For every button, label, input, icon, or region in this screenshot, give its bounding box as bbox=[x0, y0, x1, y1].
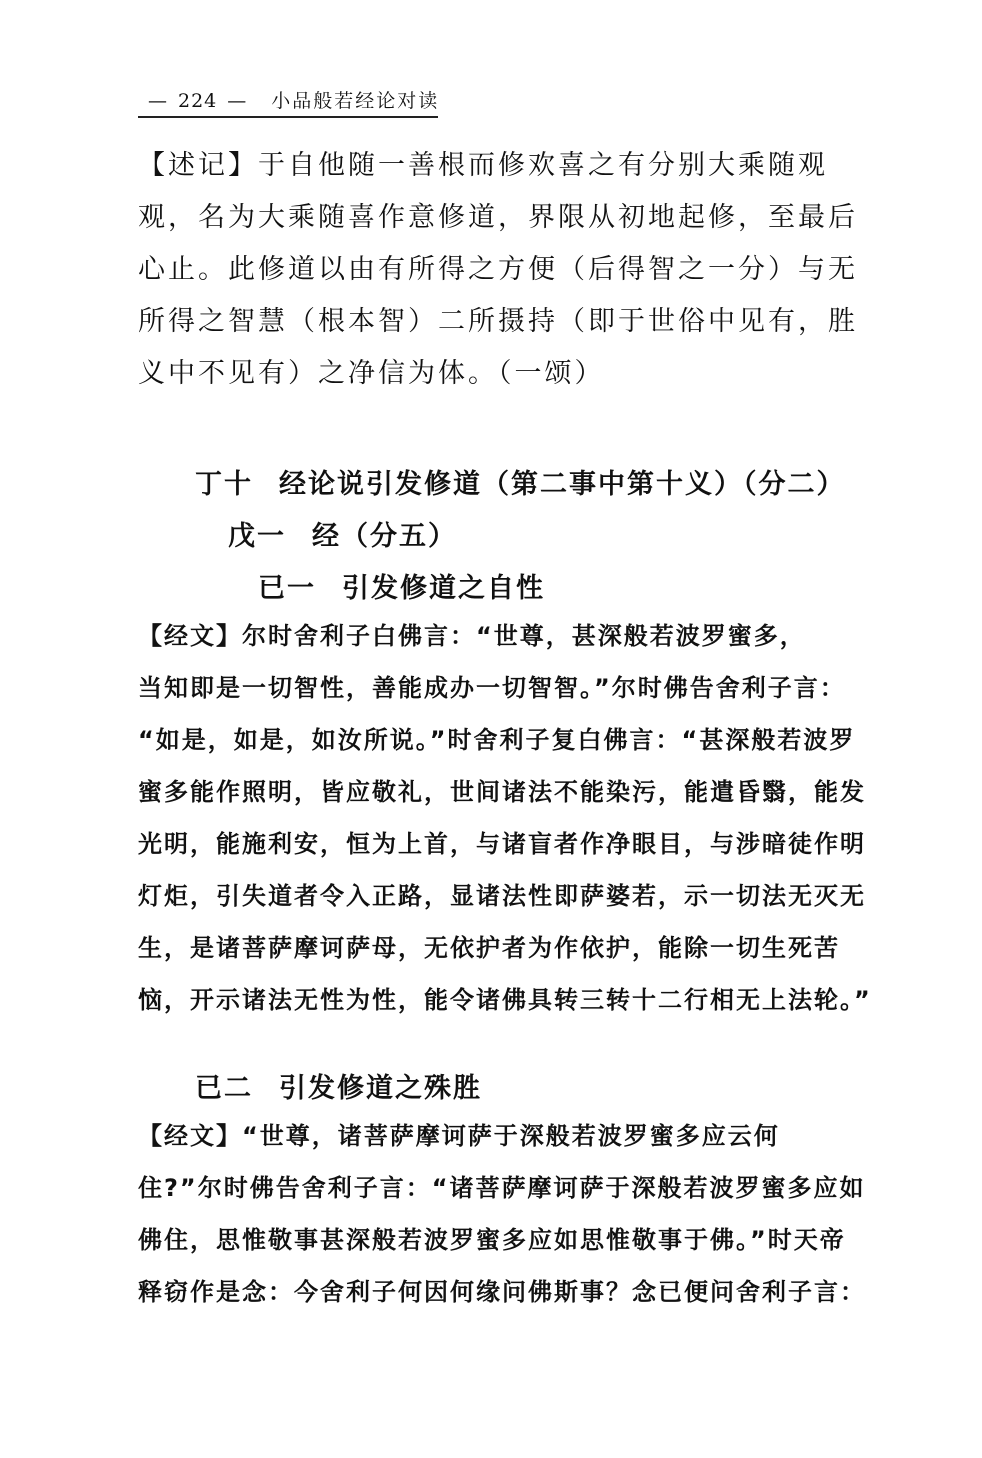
text-line: 观，名为大乘随喜作意修道，界限从初地起修，至最后 bbox=[138, 202, 858, 233]
text-line: 住?”尔时佛告舍利子言：“诸菩萨摩诃萨于深般若波罗蜜多应如 bbox=[138, 1174, 866, 1202]
heading-text: 经（分五） bbox=[312, 521, 457, 552]
section-heading-ji-2 bbox=[195, 1066, 482, 1105]
jingwen-paragraph-1 bbox=[138, 610, 883, 1026]
text-line: 义中不见有）之净信为体。（一颂） bbox=[138, 358, 605, 389]
heading-label: 丁十 bbox=[195, 469, 253, 500]
section-heading-wu bbox=[228, 514, 457, 553]
section-heading-ji-1 bbox=[258, 566, 545, 605]
text-line: 【经文】“世尊，诸菩萨摩诃萨于深般若波罗蜜多应云何 bbox=[138, 1122, 780, 1150]
text-line: 当知即是一切智性，善能成办一切智智。”尔时佛告舍利子言： bbox=[138, 674, 846, 702]
text-line: 【述记】于自他随一善根而修欢喜之有分别大乘随观 bbox=[138, 150, 828, 181]
heading-label: 戊一 bbox=[228, 521, 286, 552]
running-header bbox=[138, 88, 438, 118]
section-heading-ding bbox=[195, 462, 846, 501]
text-line: 释窃作是念：今舍利子何因何缘问佛斯事？念已便问舍利子言： bbox=[138, 1278, 866, 1306]
header-dash-left: — bbox=[148, 90, 168, 112]
book-title: 小品般若经论对读 bbox=[271, 90, 440, 112]
text-line: 蜜多能作照明，皆应敬礼，世间诸法不能染污，能遣昏翳，能发 bbox=[138, 778, 866, 806]
text-line: 【经文】尔时舍利子白佛言：“世尊，甚深般若波罗蜜多， bbox=[138, 622, 806, 650]
header-dash-right: — bbox=[227, 90, 248, 112]
text-line: 灯炬，引失道者令入正路，显诸法性即萨婆若，示一切法无灭无 bbox=[138, 882, 866, 910]
text-line: 佛住，思惟敬事甚深般若波罗蜜多应如思惟敬事于佛。”时天帝 bbox=[138, 1226, 846, 1254]
text-line: 心止。此修道以由有所得之方便（后得智之一分）与无 bbox=[138, 254, 858, 285]
shuji-paragraph bbox=[138, 140, 883, 400]
text-line: “如是，如是，如汝所说。”时舍利子复白佛言：“甚深般若波罗 bbox=[138, 726, 856, 754]
heading-text: 经论说引发修道（第二事中第十义）（分二） bbox=[279, 469, 846, 500]
heading-label: 已一 bbox=[258, 573, 316, 604]
page-number: 224 bbox=[178, 90, 218, 112]
heading-text: 引发修道之殊胜 bbox=[279, 1073, 482, 1104]
heading-text: 引发修道之自性 bbox=[342, 573, 545, 604]
jingwen-paragraph-2 bbox=[138, 1110, 883, 1318]
text-line: 生，是诸菩萨摩诃萨母，无依护者为作依护，能除一切生死苦 bbox=[138, 934, 840, 962]
text-line: 恼，开示诸法无性为性，能令诸佛具转三转十二行相无上法轮。” bbox=[138, 986, 872, 1014]
heading-label: 已二 bbox=[195, 1073, 253, 1104]
text-line: 所得之智慧（根本智）二所摄持（即于世俗中见有，胜 bbox=[138, 306, 858, 337]
text-line: 光明，能施利安，恒为上首，与诸盲者作净眼目，与涉暗徒作明 bbox=[138, 830, 866, 858]
